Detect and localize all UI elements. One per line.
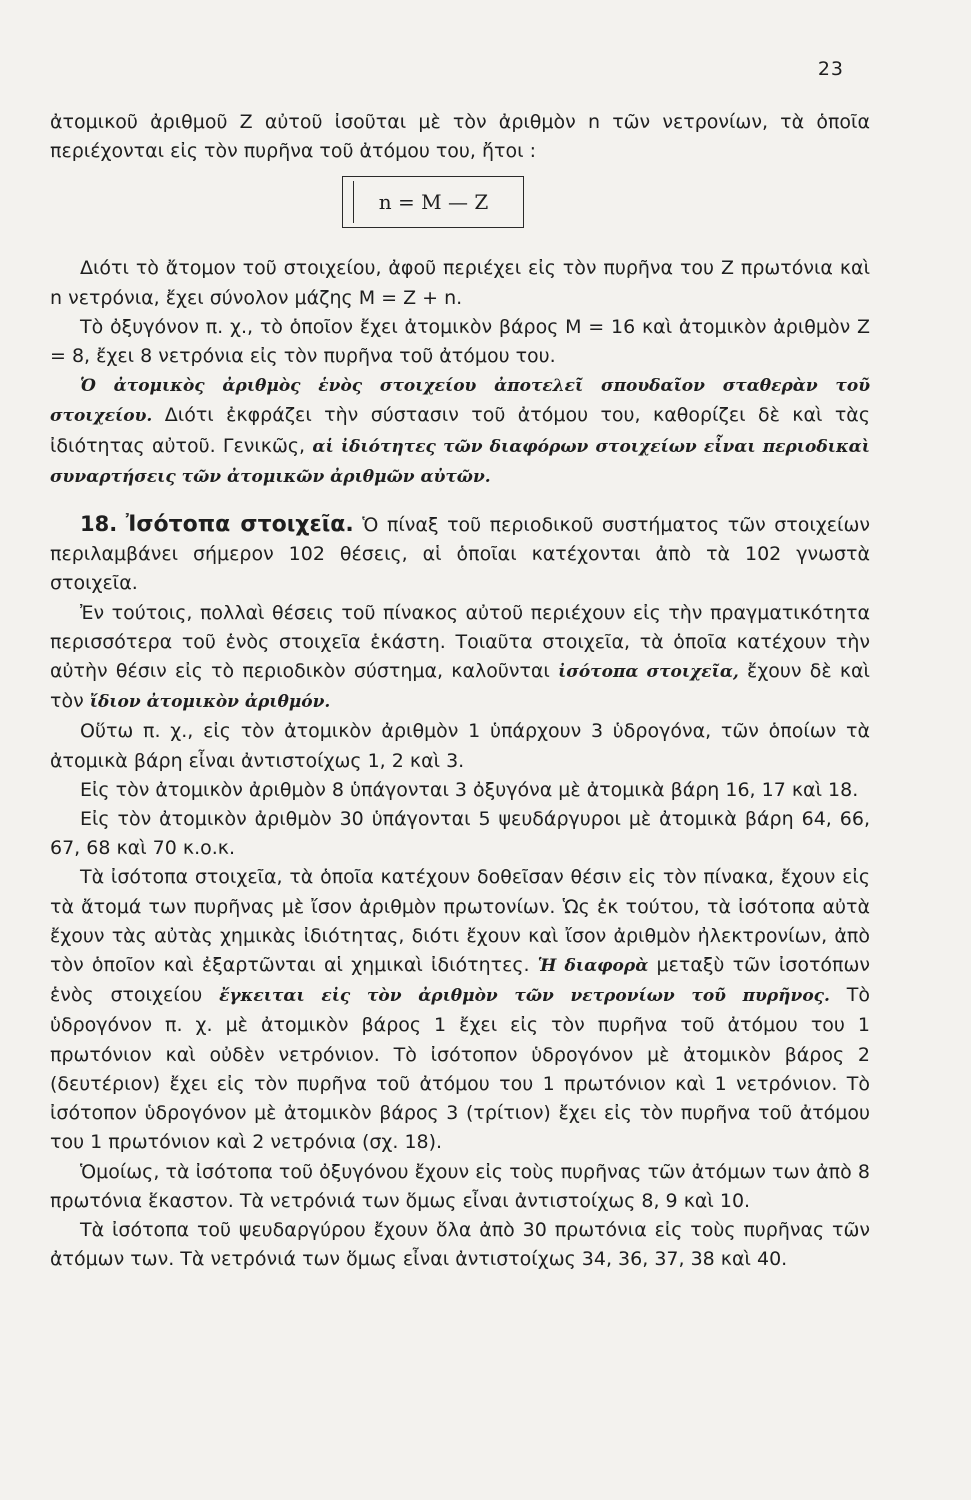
paragraph	[50, 863, 870, 1157]
paragraph: Οὕτω π. χ., εἰς τὸν ἀτομικὸν ἀριθμὸν 1 ὑπάρχουν 3 ὑδρογόνα, τῶν ὁποίων τὰ ἀτομικὰ βάρη εἶναι ἀντιστοίχως 1, 2 καὶ 3.	[50, 720, 870, 772]
paragraph: Εἰς τὸν ἀτομικὸν ἀριθμὸν 30 ὑπάγονται 5 ψευδάργυροι μὲ ἀτομικὰ βάρη 64, 66, 67, 68 καὶ 70 κ.ο.κ.	[50, 808, 870, 860]
section-title: Ἰσότοπα στοιχεῖα.	[125, 512, 354, 538]
text-run: Τὰ ἰσότοπα στοιχεῖα, τὰ ὁποῖα κατέχουν δοθεῖσαν θέσιν εἰς τὸν πίνακα, ἔχουν εἰς τὰ ἄτομά των πυρῆνας μὲ ἴσον ἀριθμὸν πρωτονίων. Ὡς ἐκ τούτου, τὰ ἰσότοπα αὐτὰ ἔχουν τὰς αὐτὰς χημικὰς ἰδιότητας, διότι ἔχουν καὶ ἴσον ἀριθμὸν ἠλεκτρονίων, ἀπὸ τὸν ὁποῖον καὶ ἐξαρτῶνται αἱ χημικαὶ ἰδιότητες.	[50, 866, 870, 977]
body-text	[50, 108, 870, 1274]
text-run: Διότι ἐκφράζει τὴν σύστασιν τοῦ ἀτόμου του, καθορίζει δὲ καὶ τὰς ἰδιότητας αὐτοῦ. Γενικῶς,	[50, 404, 870, 457]
text-run: Ὁ πίναξ τοῦ περιοδικοῦ συστήματος τῶν στοιχείων περιλαμβάνει σήμερον 102 θέσεις, αἱ ὁποῖαι κατέχονται ἀπὸ τὰ 102 γνωστὰ στοιχεῖα.	[50, 514, 870, 595]
paragraph: Τὸ ὀξυγόνον π. χ., τὸ ὁποῖον ἔχει ἀτομικὸν βάρος M = 16 καὶ ἀτομικὸν ἀριθμὸν Z = 8, ἔχει 8 νετρόνια εἰς τὸν πυρῆνα τοῦ ἀτόμου του.	[50, 315, 870, 368]
paragraph: Ὁμοίως, τὰ ἰσότοπα τοῦ ὀξυγόνου ἔχουν εἰς τοὺς πυρῆνας τῶν ἀτόμων των ἀπὸ 8 πρωτόνια ἕκαστον. Τὰ νετρόνιά των ὅμως εἶναι ἀντιστοίχως 8, 9 καὶ 10.	[50, 1160, 870, 1212]
paragraph: Διότι τὸ ἄτομον τοῦ στοιχείου, ἀφοῦ περιέχει εἰς τὸν πυρῆνα του Z πρωτόνια καὶ n νετρόνια, ἔχει σύνολον μάζης M = Z + n.	[50, 257, 870, 309]
paragraph: Εἰς τὸν ἀτομικὸν ἀριθμὸν 8 ὑπάγονται 3 ὀξυγόνα μὲ ἀτομικὰ βάρη 16, 17 καὶ 18.	[80, 778, 859, 801]
formula-box	[342, 176, 524, 228]
paragraph: Τὰ ἰσότοπα τοῦ ψευδαργύρου ἔχουν ὅλα ἀπὸ 30 πρωτόνια εἰς τοὺς πυρῆνας τῶν ἀτόμων των. Τὰ νετρόνιά των ὅμως εἶναι ἀντιστοίχως 34, 36, 37, 38 καὶ 40.	[50, 1218, 870, 1271]
section-number: 18.	[80, 512, 118, 537]
paragraph	[50, 371, 870, 492]
text-run: ἔχουν δὲ καὶ τὸν	[50, 660, 870, 713]
emphasis: ἰσότοπα στοιχεῖα,	[558, 662, 739, 683]
formula-block	[50, 166, 870, 254]
text-run: Ἐν τούτοις, πολλαὶ θέσεις τοῦ πίνακος αὐτοῦ περιέχουν εἰς τὴν πραγματικότητα περισσότερα τοῦ ἑνὸς στοιχεῖα ἑκάστη. Τοιαῦτα στοιχεῖα, τὰ ὁποῖα κατέχουν τὴν αὐτὴν θέσιν εἰς τὸ περιοδικὸν σύστημα, καλοῦνται	[50, 601, 870, 683]
formula: n = M — Z	[353, 181, 514, 223]
emphasis: αἱ ἰδιότητες τῶν διαφόρων στοιχείων εἶναι περιοδικαὶ συναρτήσεις τῶν ἀτομικῶν ἀριθμῶν αὐτῶν.	[50, 436, 870, 487]
section-paragraph	[50, 510, 870, 599]
page-number: 23	[817, 58, 844, 80]
emphasis: Ἡ διαφορὰ	[537, 956, 649, 977]
paragraph: ἀτομικοῦ ἀριθμοῦ Z αὐτοῦ ἰσοῦται μὲ τὸν ἀριθμὸν n τῶν νετρονίων, τὰ ὁποῖα περιέχονται εἰς τὸν πυρῆνα τοῦ ἀτόμου του, ἤτοι :	[50, 111, 870, 163]
paragraph	[50, 599, 870, 718]
text-run: Τὸ ὑδρογόνον π. χ. μὲ ἀτομικὸν βάρος 1 ἔχει εἰς τὸν πυρῆνα τοῦ ἀτόμου του 1 πρωτόνιον καὶ οὐδὲν νετρόνιον. Τὸ ἰσότοπον ὑδρογόνον μὲ ἀτομικὸν βάρος 2 (δευτέριον) ἔχει εἰς τὸν πυρῆνα τοῦ ἀτόμου του 1 πρωτόνιον καὶ 1 νετρόνιον. Τὸ ἰσότοπον ὑδρογόνον μὲ ἀτομικὸν βάρος 3 (τρίτιον) ἔχει εἰς τὸν πυρῆνα τοῦ ἀτόμου του 1 πρωτόνιον καὶ 2 νετρόνια (σχ. 18).	[50, 984, 870, 1154]
text-run: μεταξὺ τῶν ἰσοτόπων ἑνὸς στοιχείου	[50, 954, 870, 1007]
emphasis: Ὁ ἀτομικὸς ἀριθμὸς ἑνὸς στοιχείου ἀποτελεῖ σπουδαῖον σταθερὰν τοῦ στοιχείου.	[50, 376, 870, 427]
emphasis: ἴδιον ἀτομικὸν ἀριθμόν.	[89, 692, 331, 713]
emphasis: ἔγκειται εἰς τὸν ἀριθμὸν τῶν νετρονίων τοῦ πυρῆνος.	[219, 986, 830, 1007]
